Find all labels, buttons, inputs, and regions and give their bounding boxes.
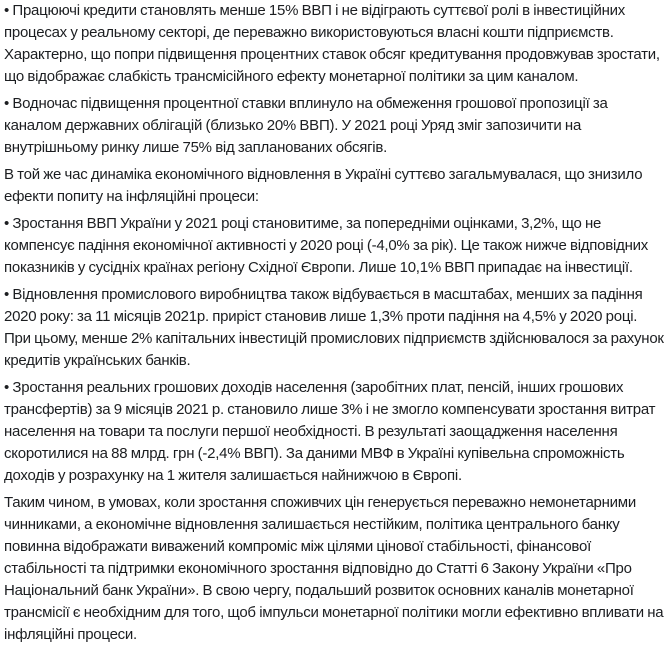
paragraph-conclusion: Таким чином, в умовах, коли зростання споживчих цін генерується переважно немонетарними чинниками, а економічне відновлення залишається нестійким, політика центрального банку повинна відображати виважений компроміс між цілями цінової стабільності, фінансової стабільності та підтримки економічного зростання відповідно до Статті 6 Закону України «Про Національний банк України». В свою чергу, подальший розвиток основних каналів монетарної трансмісії є необхідним для того, щоб імпульси монетарної політики могли ефективно впливати на інфляційні процеси. (4, 494, 664, 643)
paragraph-performing-loans: • Працюючі кредити становлять менше 15% ВВП і не відіграють суттєвої ролі в інвестиційних процесах у реальному секторі, де переважно використовуються власні кошти підприємств. Характерно, що попри підвищення процентних ставок обсяг кредитування продовжував зростати, що відображає слабкість трансмісійного ефекту монетарної політики за цим каналом. (4, 2, 660, 85)
paragraph-real-incomes: • Зростання реальних грошових доходів населення (заробітних плат, пенсій, інших грошових трансфертів) за 9 місяців 2021 р. становило лише 3% і не змогло компенсувати зростання витрат населення на товари та послуги першої необхідності. В результаті заощадження населення скоротилися на 88 млрд. грн (-2,4% ВВП). За даними МВФ в Україні купівельна спроможність доходів у розрахунку на 1 жителя залишається найнижчою в Європі. (4, 379, 656, 484)
paragraph-government-bonds: • Водночас підвищення процентної ставки вплинуло на обмеження грошової пропозиції за каналом державних облігацій (близько 20% ВВП). У 2021 році Уряд зміг запозичити на внутрішньому ринку лише 75% від запланованих обсягів. (4, 95, 608, 156)
paragraph-economic-recovery-intro: В той же час динаміка економічного відновлення в Україні суттєво загальмувалася, що знизило ефекти попиту на інфляційні процеси: (4, 166, 643, 205)
paragraph-industrial-production: • Відновлення промислового виробництва також відбувається в масштабах, менших за падіння 2020 року: за 11 місяців 2021р. приріст становив лише 1,3% проти падіння на 4,5% у 2020 році. При цьому, менше 2% капітальних інвестицій промислових підприємств здійснювалося за рахунок кредитів українських банків. (4, 286, 664, 369)
paragraph-gdp-growth: • Зростання ВВП України у 2021 році становитиме, за попередніми оцінками, 3,2%, що не компенсує падіння економічної активності у 2020 році (-4,0% за рік). Це також нижче відповідних показників у сусідніх країнах регіону Східної Європи. Лише 10,1% ВВП припадає на інвестиції. (4, 215, 648, 276)
